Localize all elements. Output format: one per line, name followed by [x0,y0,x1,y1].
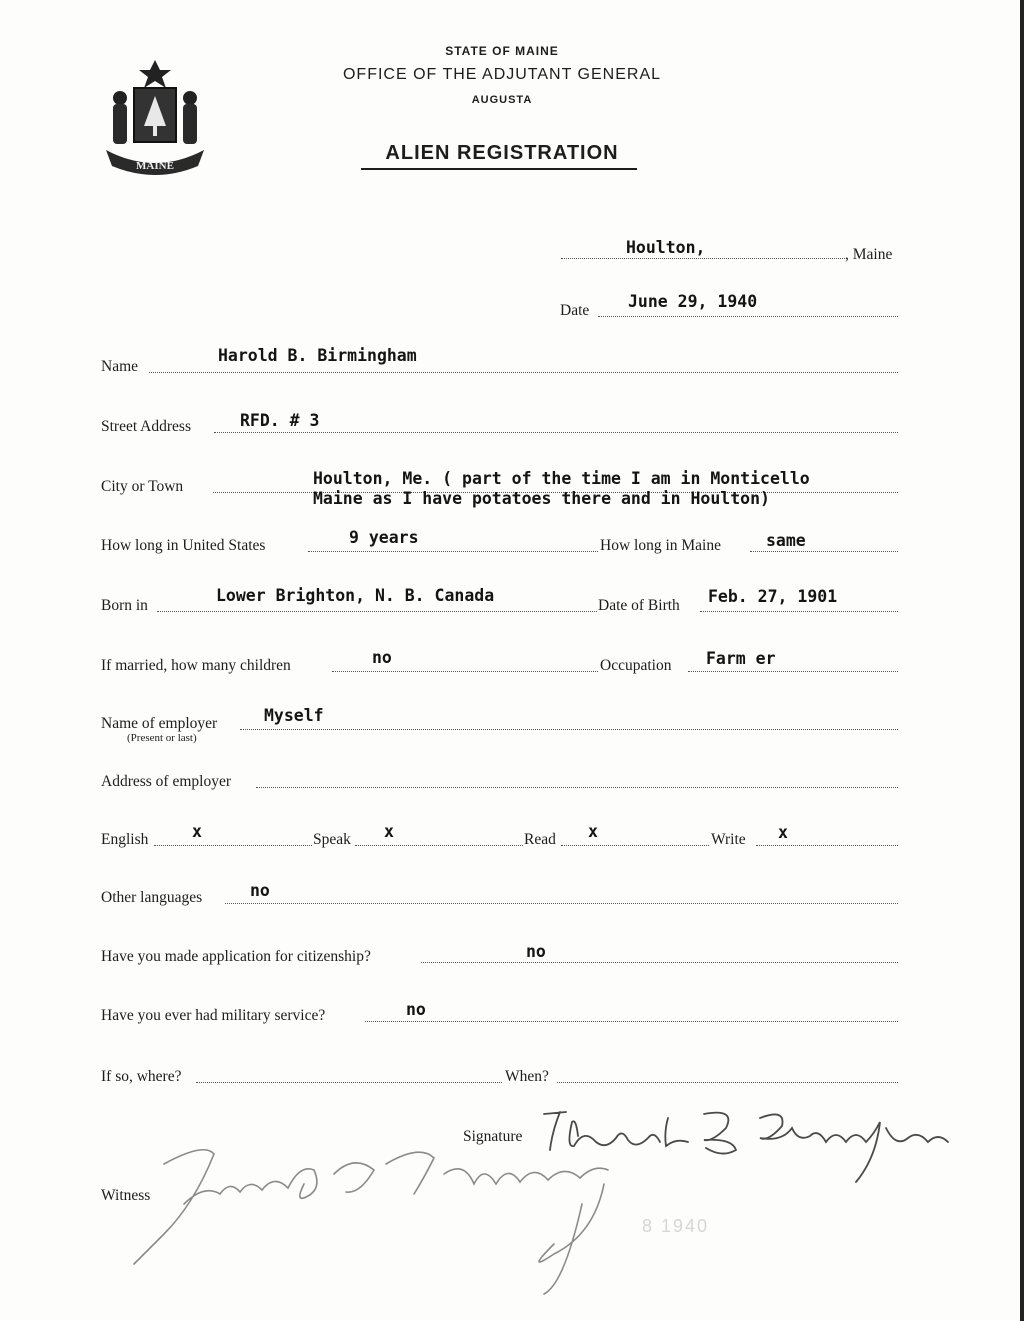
us-years-label: How long in United States [101,537,266,554]
header-city: AUGUSTA [471,94,533,106]
street-value: RFD. # 3 [240,411,320,430]
employer-label: Name of employer [101,715,218,732]
english-line [154,845,312,846]
title-underline [361,168,637,170]
other-languages-label: Other languages [101,889,203,906]
occupation-value: Farm er [706,649,776,668]
speak-value: x [384,822,394,841]
write-value: x [778,823,788,842]
street-label: Street Address [101,418,191,435]
name-line [149,372,898,373]
other-languages-value: no [250,881,270,900]
place-value: Houlton, [626,238,706,257]
english-label: English [101,831,149,848]
maine-years-value: same [766,531,806,550]
witness-label: Witness [101,1187,151,1204]
maine-years-label: How long in Maine [600,537,721,554]
witness-signature-image [124,1134,624,1304]
where-label: If so, where? [101,1068,182,1085]
employer-address-line [256,787,898,788]
military-label: Have you ever had military service? [101,1007,326,1024]
header-office: OFFICE OF THE ADJUTANT GENERAL [342,66,662,83]
place-suffix: , Maine [845,246,893,263]
city-label: City or Town [101,478,184,495]
employer-sublabel: (Present or last) [127,732,197,744]
children-line [332,671,598,672]
employer-value: Myself [264,706,324,725]
read-line [561,845,709,846]
born-label: Born in [101,597,148,614]
write-line [756,845,898,846]
speak-label: Speak [313,831,351,848]
birth-date-label: Date of Birth [598,597,680,614]
date-value: June 29, 1940 [628,292,758,311]
city-value-line2: Maine as I have potatoes there and in Houlton) [313,489,770,508]
citizenship-value: no [526,942,546,961]
occupation-line [688,671,898,672]
date-line [598,316,898,317]
born-value: Lower Brighton, N. B. Canada [216,586,495,605]
speak-line [355,845,523,846]
maine-years-line [750,551,898,552]
place-line [561,258,845,259]
read-label: Read [524,831,556,848]
military-line [365,1021,898,1022]
write-label: Write [711,831,746,848]
read-value: x [588,822,598,841]
birth-date-value: Feb. 27, 1901 [708,587,838,606]
svg-text:MAINE: MAINE [136,160,174,172]
children-value: no [372,648,392,667]
signature-label: Signature [463,1128,523,1145]
name-value: Harold B. Birmingham [218,346,417,365]
us-years-line [308,551,598,552]
citizenship-label: Have you made application for citizenship? [101,948,371,965]
us-years-value: 9 years [349,528,419,547]
scan-edge [1020,0,1024,1321]
date-label: Date [560,302,590,319]
birth-date-line [700,611,898,612]
receipt-stamp: 8 1940 [642,1216,710,1236]
when-label: When? [505,1068,549,1085]
english-value: x [192,822,202,841]
employer-line [240,729,898,730]
employer-address-label: Address of employer [101,773,231,790]
citizenship-line [421,962,898,963]
city-value-line1: Houlton, Me. ( part of the time I am in Monticello [313,469,810,488]
children-label: If married, how many children [101,657,291,674]
header-state: STATE OF MAINE [445,44,559,58]
where-line [196,1082,502,1083]
name-label: Name [101,358,139,375]
born-line [157,611,597,612]
other-languages-line [225,903,898,904]
form-title: ALIEN REGISTRATION [385,142,619,164]
military-value: no [406,1000,426,1019]
street-line [214,432,898,433]
when-line [557,1082,898,1083]
occupation-label: Occupation [600,657,672,674]
